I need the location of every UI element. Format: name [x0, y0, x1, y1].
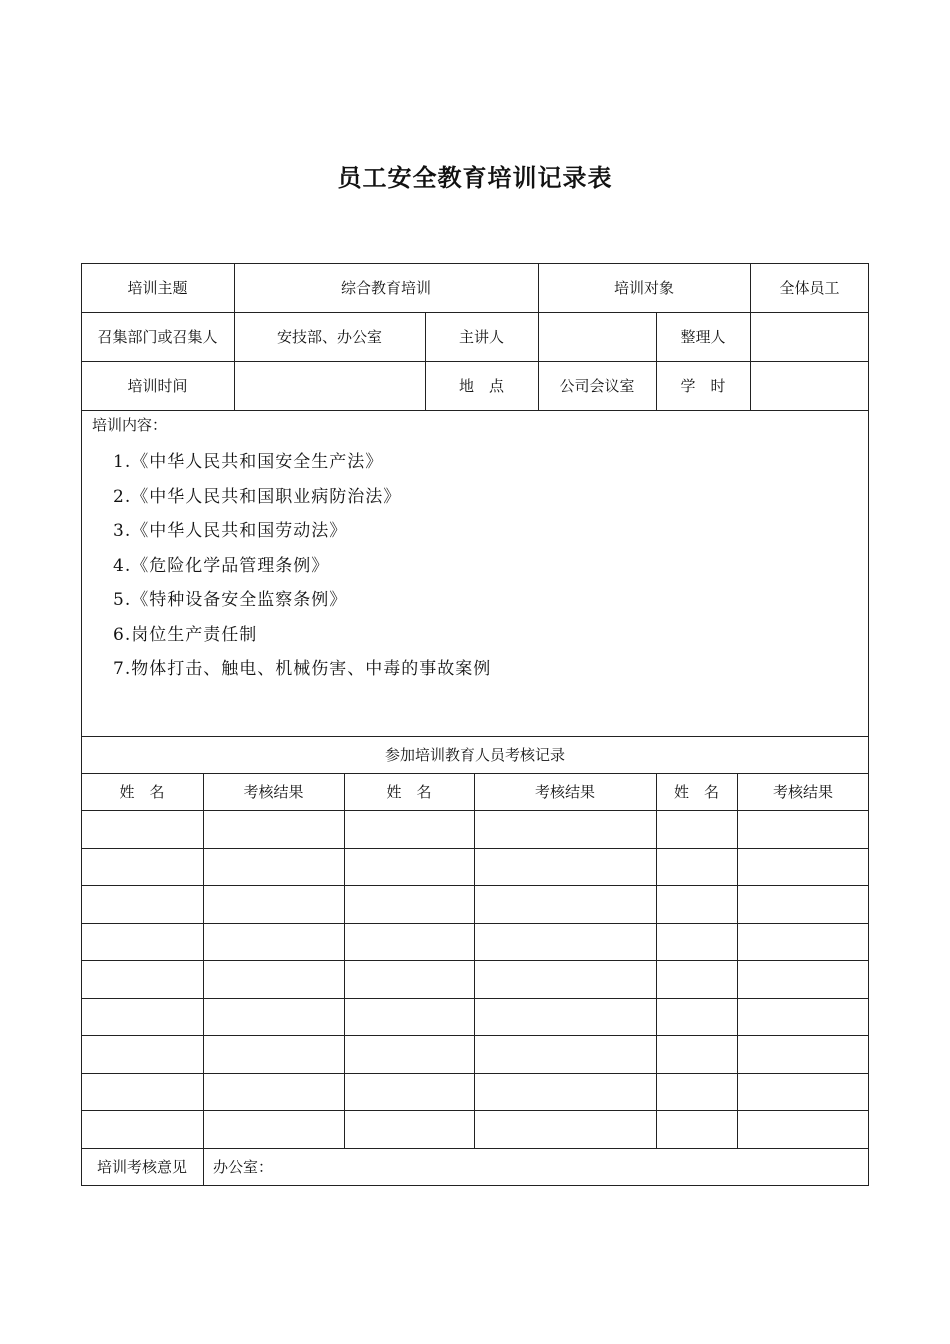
place-label: 地 点 [458, 377, 504, 395]
col-result-header: 考核结果 [772, 783, 833, 801]
speaker-label: 主讲人 [458, 328, 504, 346]
convener-label: 召集部门或召集人 [97, 328, 218, 346]
content-item: 4.《危险化学品管理条例》 [113, 556, 330, 576]
row-divider [81, 1110, 869, 1111]
row-divider [81, 1073, 869, 1074]
row-divider [81, 810, 869, 811]
time-label: 培训时间 [127, 377, 188, 395]
opinion-value[interactable]: 办公室： [213, 1158, 274, 1176]
col-divider [474, 773, 475, 1148]
col-divider [737, 773, 738, 1148]
target-value[interactable]: 全体员工 [779, 279, 840, 297]
row-divider [81, 998, 869, 999]
row-divider [81, 1035, 869, 1036]
content-label: 培训内容： [92, 416, 168, 434]
content-item: 3.《中华人民共和国劳动法》 [113, 521, 348, 541]
col-divider [656, 773, 657, 1148]
row-divider [81, 848, 869, 849]
page-title: 员工安全教育培训记录表 [337, 163, 613, 192]
organizer-value[interactable] [750, 312, 869, 361]
record-heading: 参加培训教育人员考核记录 [384, 746, 565, 764]
row-divider [81, 885, 869, 886]
content-item: 1.《中华人民共和国安全生产法》 [113, 452, 384, 472]
speaker-value[interactable] [538, 312, 656, 361]
col-name-header: 姓 名 [119, 783, 165, 801]
hours-label: 学 时 [680, 377, 726, 395]
col-name-header: 姓 名 [673, 783, 719, 801]
col-name-header: 姓 名 [386, 783, 432, 801]
col-result-header: 考核结果 [534, 783, 595, 801]
content-item: 6.岗位生产责任制 [113, 625, 258, 645]
row-divider [81, 923, 869, 924]
target-label: 培训对象 [613, 279, 674, 297]
opinion-label: 培训考核意见 [96, 1158, 187, 1176]
content-item: 5.《特种设备安全监察条例》 [113, 590, 348, 610]
topic-value[interactable]: 综合教育培训 [340, 279, 431, 297]
time-value[interactable] [234, 361, 425, 410]
col-divider [203, 773, 204, 1186]
convener-value[interactable]: 安技部、办公室 [276, 328, 382, 346]
content-item: 7.物体打击、触电、机械伤害、中毒的事故案例 [113, 659, 492, 679]
hours-value[interactable] [750, 361, 869, 410]
content-item: 2.《中华人民共和国职业病防治法》 [113, 487, 402, 507]
col-result-header: 考核结果 [243, 783, 304, 801]
organizer-label: 整理人 [680, 328, 726, 346]
topic-label: 培训主题 [127, 279, 188, 297]
place-value[interactable]: 公司会议室 [559, 377, 635, 395]
row-divider [81, 960, 869, 961]
col-divider [344, 773, 345, 1148]
